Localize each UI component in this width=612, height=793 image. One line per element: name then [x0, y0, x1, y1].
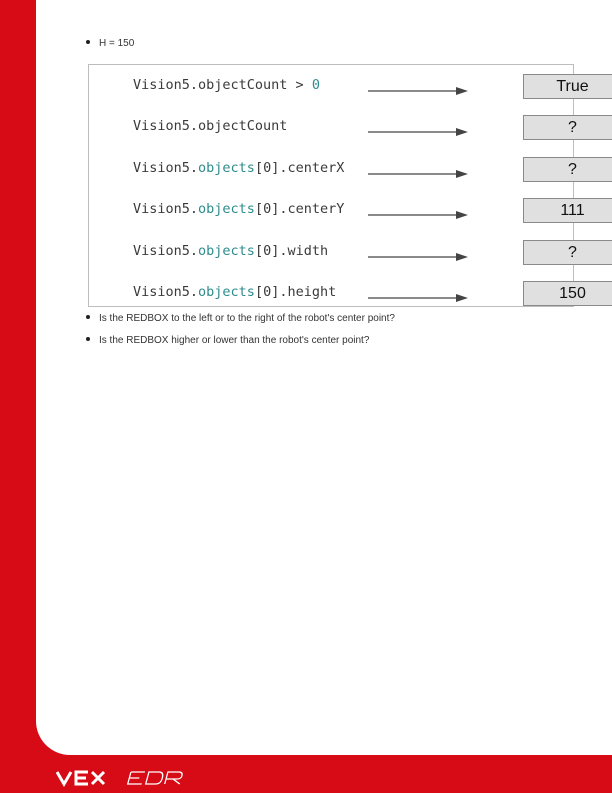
figure-row-object-count: [89, 69, 589, 99]
right-arrow-icon: [368, 86, 468, 96]
answer-box: ?: [523, 240, 612, 265]
bullet-question-higher-lower: [86, 335, 369, 346]
answer-box: ?: [523, 157, 612, 182]
answer-box: 150: [523, 281, 612, 306]
code-expression: Vision5.objects[0].centerX: [133, 160, 345, 176]
bullet-text: H = 150: [99, 38, 135, 49]
vision-sensor-figure: [88, 64, 589, 307]
code-expression: Vision5.objects[0].centerY: [133, 201, 345, 217]
figure-row-center-x: [89, 152, 577, 182]
answer-box: 111: [523, 198, 612, 223]
answer-box: True: [523, 74, 612, 99]
figure-row-object-count-value: [89, 110, 577, 140]
code-expression: Vision5.objectCount: [133, 118, 288, 134]
right-arrow-icon: [368, 210, 468, 220]
figure-row-width: [89, 235, 577, 265]
figure-row-center-y: [89, 193, 585, 223]
figure-row-height: [89, 276, 586, 306]
bullet-dot: [86, 40, 90, 44]
code-expression: Vision5.objects[0].width: [133, 243, 329, 259]
right-arrow-icon: [368, 169, 468, 179]
bullet-question-left-right: [86, 313, 395, 324]
right-arrow-icon: [368, 127, 468, 137]
code-expression: Vision5.objects[0].height: [133, 284, 337, 300]
bullet-dot: [86, 315, 90, 319]
right-arrow-icon: [368, 252, 468, 262]
bullet-text: Is the REDBOX to the left or to the right of the robot's center point?: [99, 313, 395, 324]
answer-box: ?: [523, 115, 612, 140]
vex-edr-logo-icon: [56, 768, 196, 788]
bullet-h-value: [86, 38, 134, 49]
bullet-dot: [86, 337, 90, 341]
page-sheet: [36, 0, 612, 755]
vex-edr-logo: [56, 768, 196, 793]
code-expression: Vision5.objectCount > 0: [133, 77, 320, 93]
bullet-text: Is the REDBOX higher or lower than the robot's center point?: [99, 335, 370, 346]
right-arrow-icon: [368, 293, 468, 303]
